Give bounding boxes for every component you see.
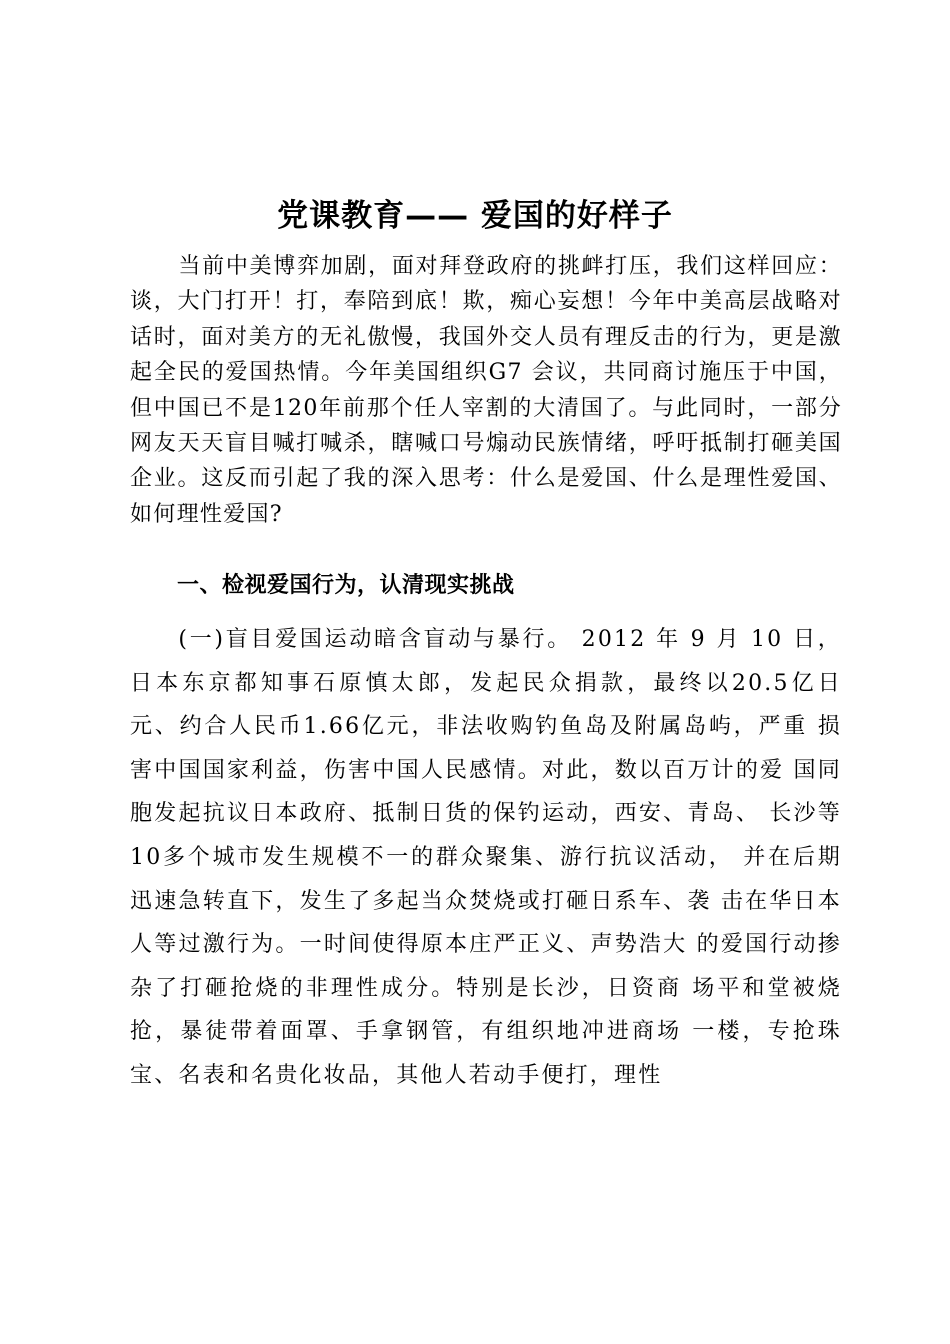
- section-1-paragraph: (一)盲目爱国运动暗含盲动与暴行。 2012 年 9 月 10 日， 日本东京都知事石原慎太郎，发起民众捐款，最终以20.5亿日 元、约合人民币1.66亿元，非法收购钓鱼岛及附属岛屿，严重 损害中国国家利益，伤害中国人民感情。对此，数以百万计的爱 国同胞发起抗议日本政府、抵制日货的保钓运动，西安、青岛、 长沙等10多个城市发生规模不一的群众聚集、游行抗议活动， 并在后期迅速急转直下，发生了多起当众焚烧或打砸日系车、袭 击在华日本人等过激行为。一时间使得原本庄严正义、声势浩大 的爱国行动掺杂了打砸抢烧的非理性成分。特别是长沙，日资商 场平和堂被烧抢，暴徒带着面罩、手拿钢管，有组织地冲进商场 一楼，专抢珠宝、名表和名贵化妆品，其他人若动手便打，理性: [130, 627, 842, 1088]
- section-1-heading: 一、检视爱国行为，认清现实挑战: [177, 573, 515, 598]
- document-title: 党课教育—— 爱国的好样子: [277, 198, 673, 234]
- intro-paragraph: 当前中美博弈加剧，面对拜登政府的挑衅打压，我们这样回应：谈，大门打开！打，奉陪到底！欺，痴心妄想！今年中美高层战略对话时，面对美方的无礼傲慢，我国外交人员有理反击的行为，更是激起全民的爱国热情。今年美国组织G7 会议，共同商讨施压于中国，但中国已不是120年前那个任人宰割的大清国了。与此同时，一部分网友天天盲目喊打喊杀，瞎喊口号煽动民族情绪，呼吁抵制打砸美国企业。这反而引起了我的深入思考：什么是爱国、什么是理性爱国、如何理性爱国?: [130, 254, 842, 527]
